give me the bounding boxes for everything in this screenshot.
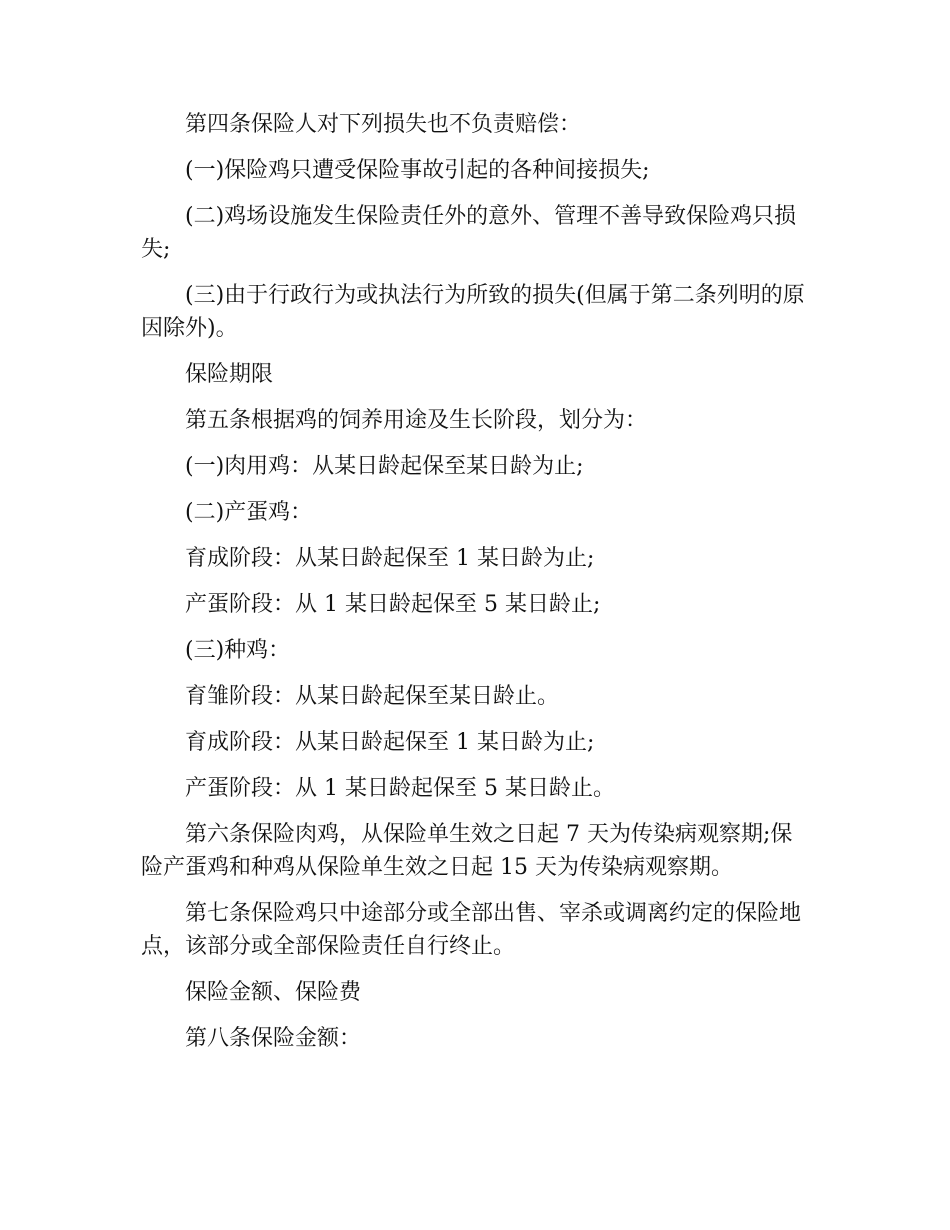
section-heading-sum-insured-premium: 保险金额、保险费 [185, 980, 362, 1005]
article-7: 第七条保险鸡只中途部分或全部出售、宰杀或调离约定的保险地点，该部分或全部保险责任自行终止。 [141, 901, 802, 959]
period-item-layer: (二)产蛋鸡： [185, 500, 313, 525]
breeder-growing-stage: 育成阶段：从某日龄起保至 1 某日龄为止; [185, 730, 595, 755]
article-4-heading: 第四条保险人对下列损失也不负责赔偿： [185, 112, 582, 137]
exclusion-item-2: (二)鸡场设施发生保险责任外的意外、管理不善导致保险鸡只损失; [141, 204, 797, 262]
breeder-brooding-stage: 育雏阶段：从某日龄起保至某日龄止。 [185, 684, 560, 709]
layer-growing-stage: 育成阶段：从某日龄起保至 1 某日龄为止; [185, 546, 595, 571]
period-item-broiler: (一)肉用鸡：从某日龄起保至某日龄为止; [185, 454, 584, 479]
exclusion-item-3: (三)由于行政行为或执法行为所致的损失(但属于第二条列明的原因除外)。 [141, 283, 805, 341]
period-item-breeder: (三)种鸡： [185, 638, 291, 663]
article-8-heading: 第八条保险金额： [185, 1026, 362, 1051]
article-5-heading: 第五条根据鸡的饲养用途及生长阶段，划分为： [185, 408, 648, 433]
layer-laying-stage: 产蛋阶段：从 1 某日龄起保至 5 某日龄止; [185, 592, 601, 617]
exclusion-item-1: (一)保险鸡只遭受保险事故引起的各种间接损失; [185, 158, 650, 183]
breeder-laying-stage: 产蛋阶段：从 1 某日龄起保至 5 某日龄止。 [185, 776, 615, 801]
section-heading-insurance-period: 保险期限 [185, 362, 274, 387]
document-body [141, 108, 813, 1068]
article-6: 第六条保险肉鸡，从保险单生效之日起 7 天为传染病观察期;保险产蛋鸡和种鸡从保险单生效之日起 15 天为传染病观察期。 [141, 822, 793, 880]
